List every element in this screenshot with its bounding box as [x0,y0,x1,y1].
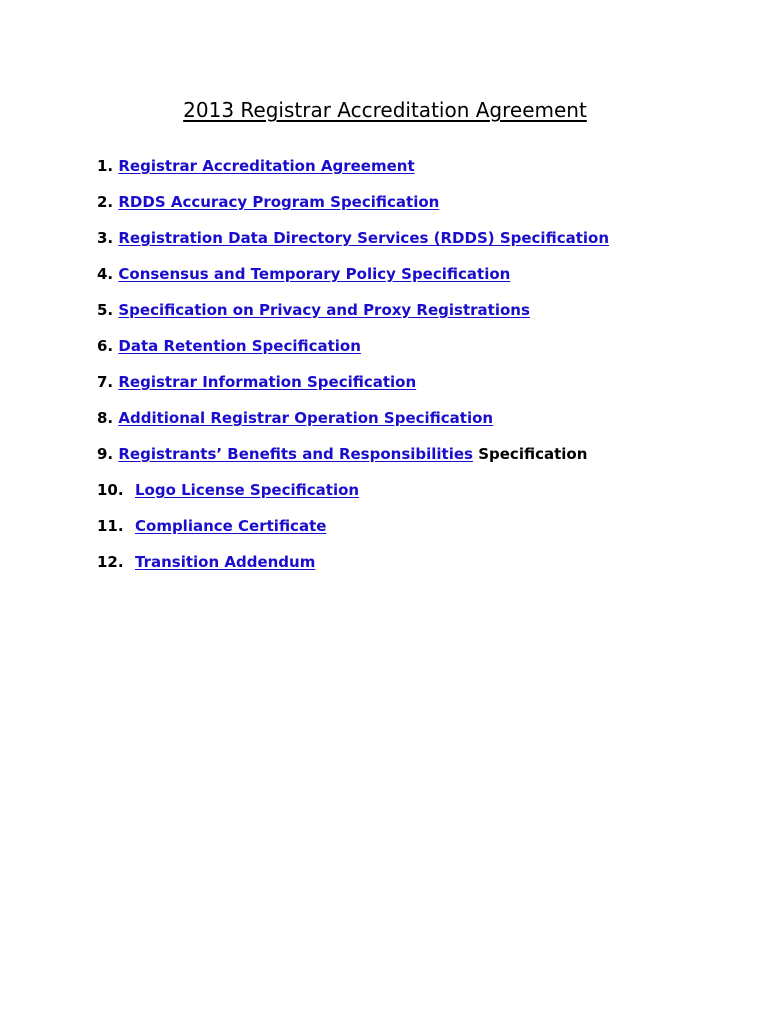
list-item [97,370,609,406]
list-item [97,154,609,190]
item-number: 7. [97,373,114,391]
item-number: 2. [97,193,114,211]
toc-link-registrants-benefits[interactable]: Registrants’ Benefits and Responsibilities [118,445,473,463]
item-number: 1. [97,157,114,175]
item-number: 10. [97,481,124,499]
list-item [97,478,609,514]
item-number: 4. [97,265,114,283]
item-number: 11. [97,517,124,535]
toc-link-data-retention[interactable]: Data Retention Specification [118,337,361,355]
list-item [97,262,609,298]
item-number: 8. [97,409,114,427]
item-number: 3. [97,229,114,247]
item-number: 5. [97,301,114,319]
list-item [97,226,609,262]
toc-link-transition-addendum[interactable]: Transition Addendum [135,553,316,571]
list-item [97,298,609,334]
list-item [97,190,609,226]
list-item [97,514,609,550]
list-item [97,442,609,478]
list-item [97,334,609,370]
list-item [97,406,609,442]
toc-link-additional-registrar-operation[interactable]: Additional Registrar Operation Specification [118,409,494,427]
toc-link-consensus-temporary-policy[interactable]: Consensus and Temporary Policy Specification [118,265,511,283]
toc-link-rdds-accuracy-program[interactable]: RDDS Accuracy Program Specification [118,193,440,211]
item-number: 9. [97,445,114,463]
item-number: 6. [97,337,114,355]
toc-link-privacy-proxy-registrations[interactable]: Specification on Privacy and Proxy Registrations [118,301,530,319]
toc-link-registrar-accreditation-agreement[interactable]: Registrar Accreditation Agreement [118,157,415,175]
toc-link-compliance-certificate[interactable]: Compliance Certificate [135,517,327,535]
item-suffix-text: Specification [478,445,588,463]
item-number: 12. [97,553,124,571]
table-of-contents [97,154,609,586]
toc-link-logo-license[interactable]: Logo License Specification [135,481,360,499]
toc-link-registrar-information[interactable]: Registrar Information Specification [118,373,417,391]
list-item [97,550,609,586]
document-title: 2013 Registrar Accreditation Agreement [183,98,587,122]
toc-link-rdds-specification[interactable]: Registration Data Directory Services (RDDS) Specification [118,229,610,247]
